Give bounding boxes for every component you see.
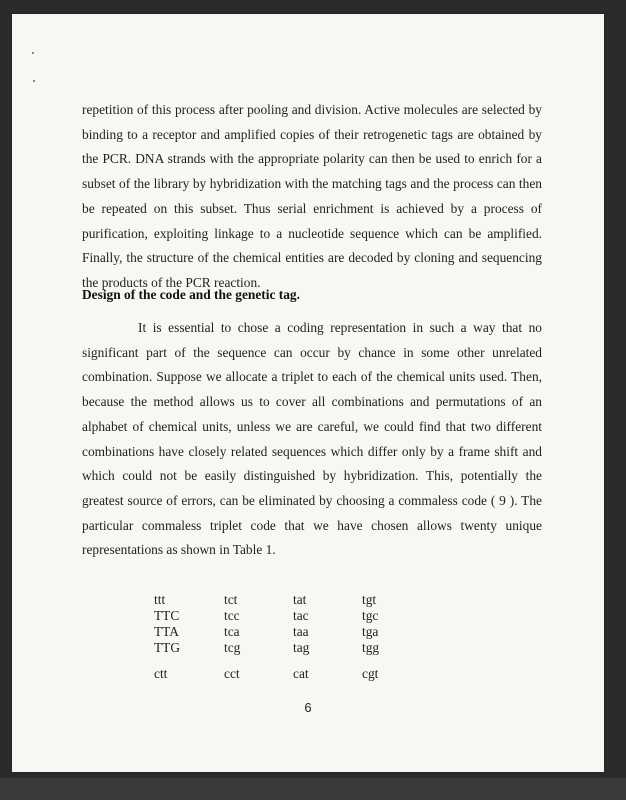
table-cell: tat — [293, 592, 307, 607]
table-cell: tgg — [362, 640, 380, 655]
scan-speck — [32, 52, 34, 54]
table-cell: TTG — [154, 640, 181, 655]
table-cell: tcc — [224, 608, 240, 623]
table-cell: TTA — [154, 624, 179, 639]
table-cell: tgc — [362, 608, 379, 623]
table-cell: TTC — [154, 608, 180, 623]
body-paragraph-2: It is essential to chose a coding representation in such a way that no significant part of the sequence can occur by chance in some other unrelated combination. Suppose we allocate a triplet to each of the chemical units used. Then, because the method allows us to cover all combinations and permutations of an alphabet of chemical units, unless we are careful, we could find that two different combinations have closely related sequences which differ only by a frame shift and which could not be easily distinguished by hybridization. This, potentially the greatest source of errors, can be eliminated by choosing a commaless code ( 9 ). The particular commaless triplet code that we have chosen allows twenty unique representations as shown in Table 1. — [82, 320, 542, 558]
table-cell: tca — [224, 624, 240, 639]
table-cell: cat — [293, 666, 309, 681]
table-cell: taa — [293, 624, 309, 639]
codon-table — [154, 592, 414, 702]
scan-speck — [33, 80, 35, 82]
table-cell: tgt — [362, 592, 377, 607]
section-heading: Design of the code and the genetic tag. — [82, 287, 300, 302]
page-number: 6 — [304, 700, 312, 715]
table-cell: cct — [224, 666, 240, 681]
table-cell: tcg — [224, 640, 241, 655]
table-cell: ttt — [154, 592, 166, 607]
table-cell: tga — [362, 624, 379, 639]
table-cell: tct — [224, 592, 238, 607]
body-paragraph-1: repetition of this process after pooling and division. Active molecules are selected by binding to a receptor and amplified copies of their retrogenetic tags are obtained by the PCR. DNA strands with the appropriate polarity can then be used to enrich for a subset of the library by hybridization with the matching tags and the process can then be repeated on this subset. Thus serial enrichment is achieved by a process of purification, exploiting linkage to a nucleotide sequence which can be amplified. Finally, the structure of the chemical entities are decoded by cloning and sequencing the products of the PCR reaction. — [82, 102, 542, 290]
document-page — [12, 14, 604, 772]
table-cell: tag — [293, 640, 310, 655]
table-cell: tac — [293, 608, 309, 623]
scan-background-strip — [0, 778, 626, 800]
table-cell: cgt — [362, 666, 379, 681]
table-cell: ctt — [154, 666, 168, 681]
